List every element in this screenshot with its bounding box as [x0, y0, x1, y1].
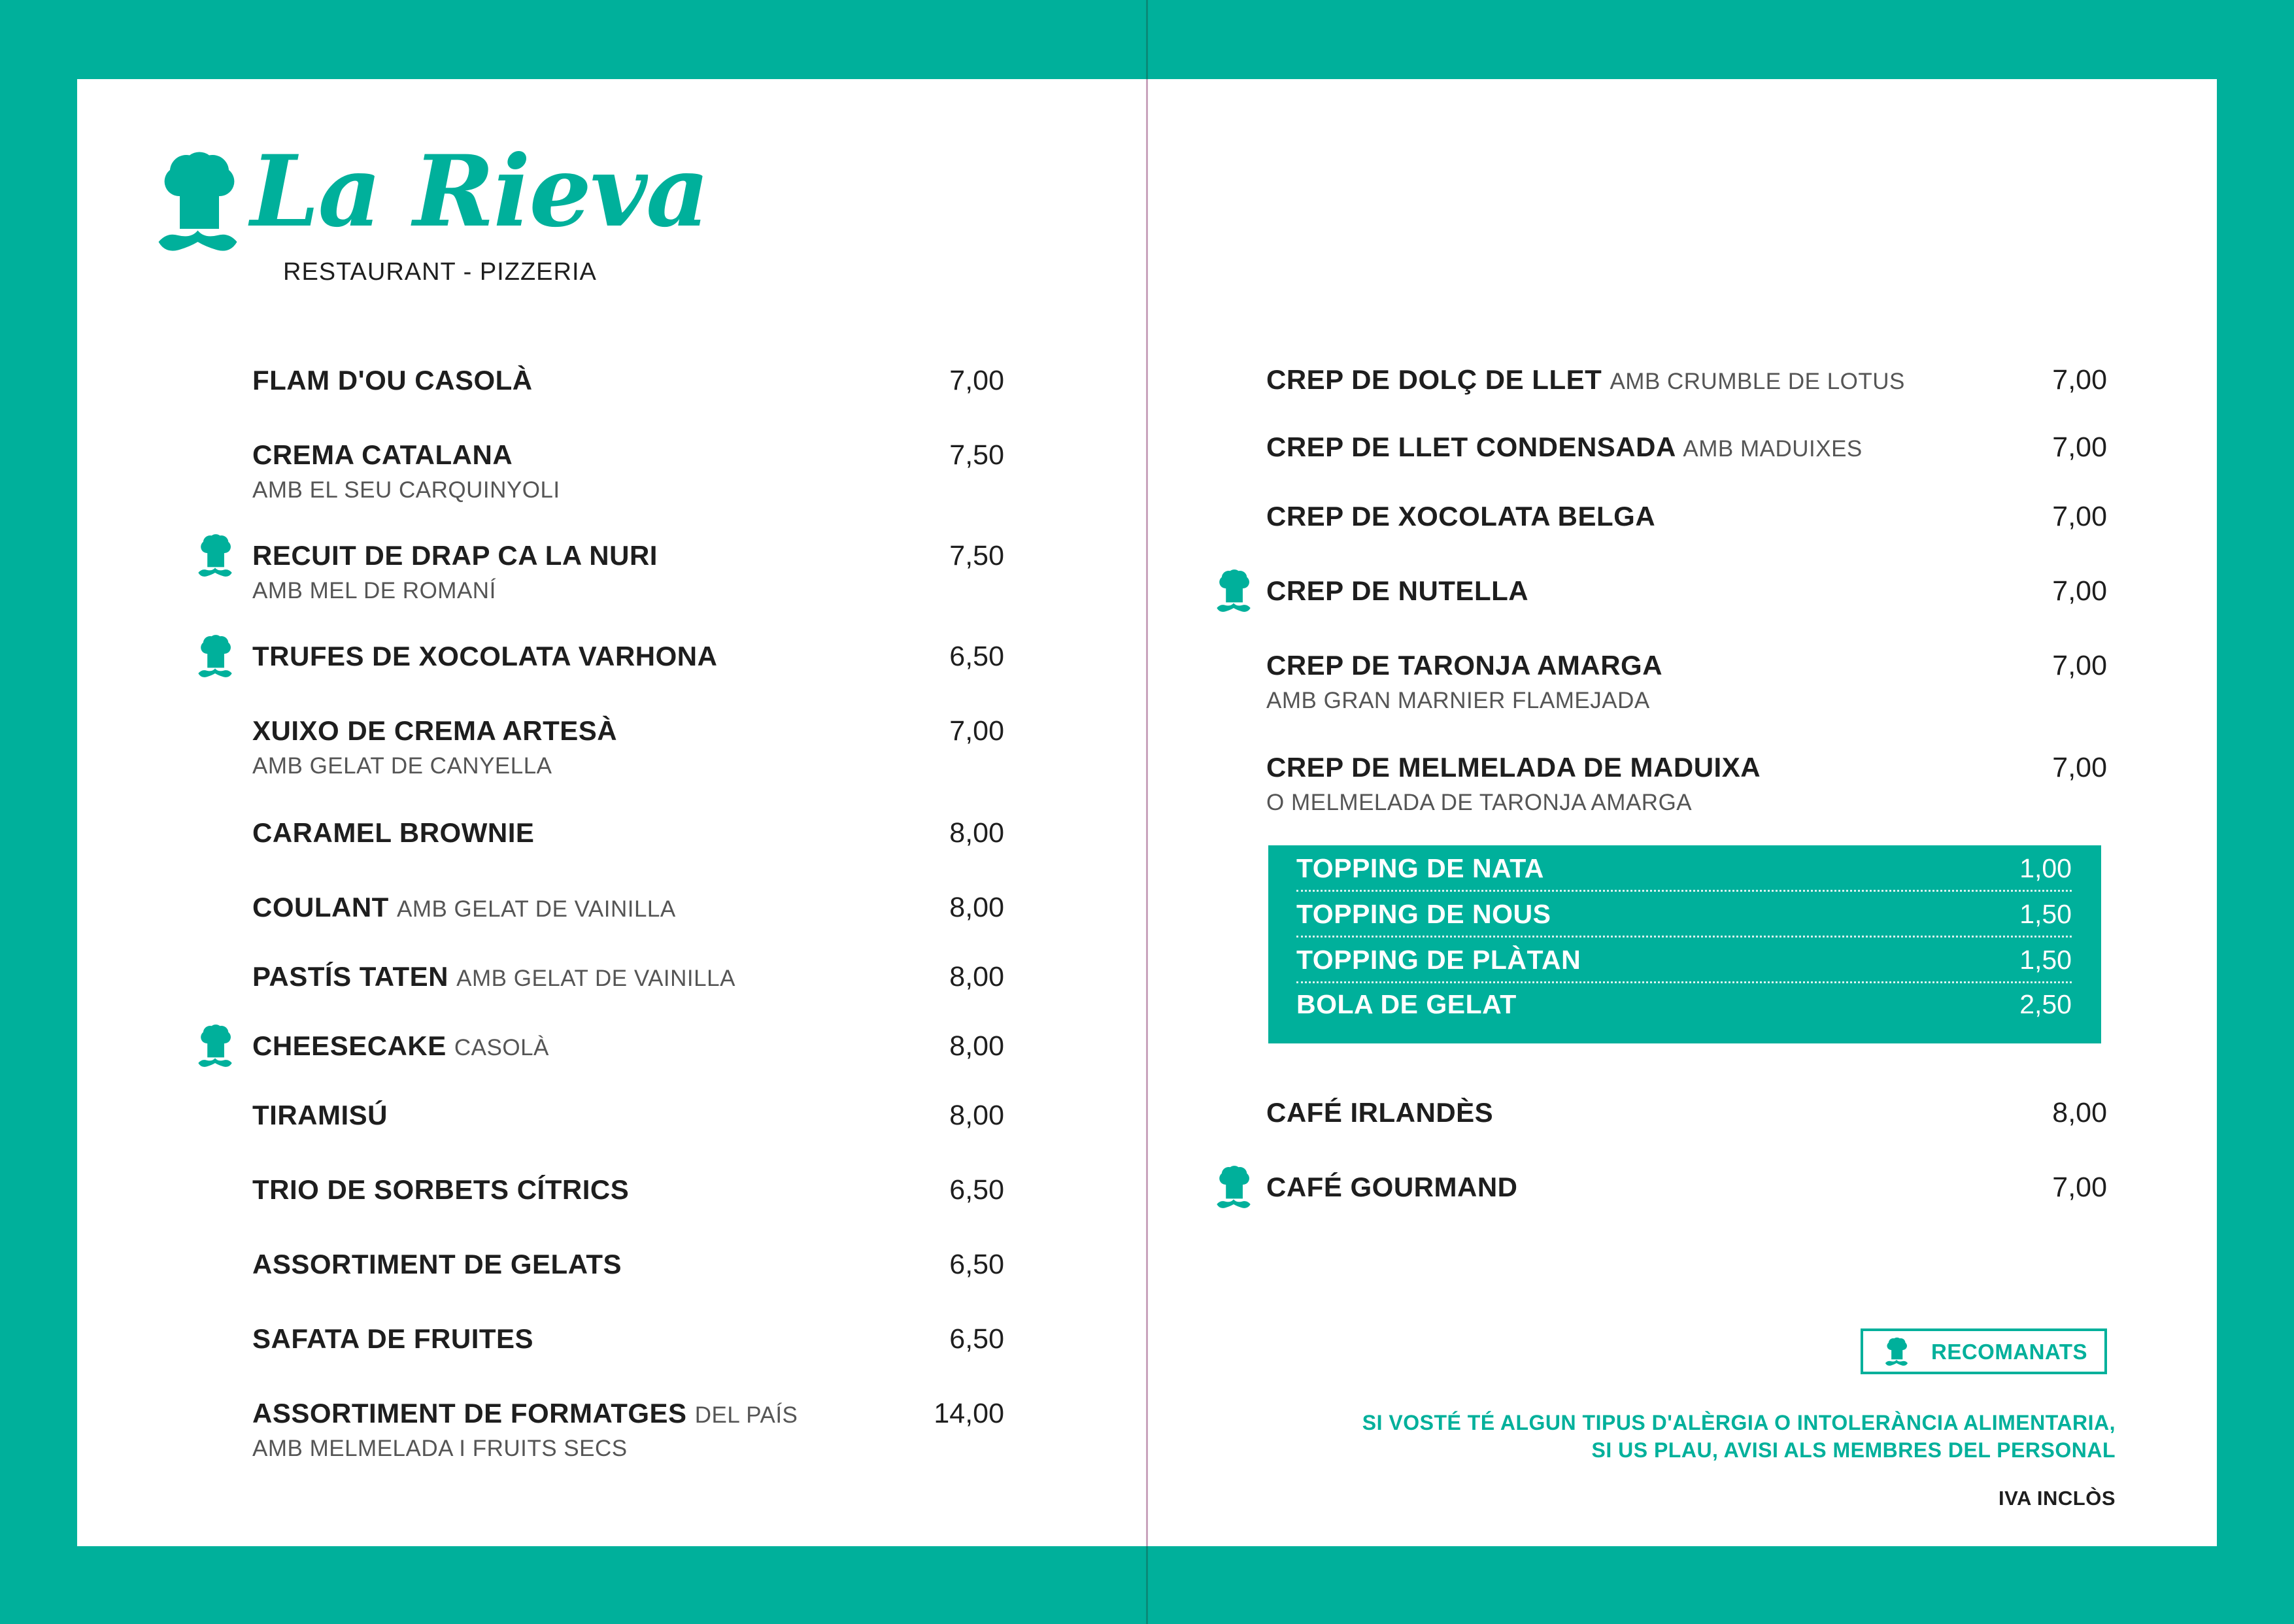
menu-item-title: CREP DE DOLÇ DE LLET	[1266, 364, 1602, 395]
menu-item-note: AMB GELAT DE VAINILLA	[456, 966, 735, 991]
menu-item-title: CARAMEL BROWNIE	[252, 817, 535, 848]
menu-item	[252, 715, 1004, 779]
menu-item-name	[1266, 575, 1528, 607]
menu-item-price: 7,00	[2052, 431, 2107, 463]
menu-item-note: AMB MADUIXES	[1683, 436, 1863, 462]
menu-item-name	[1266, 752, 1761, 783]
menu-item-title: PASTÍS TATEN	[252, 961, 448, 992]
menu-item-description: AMB GELAT DE CANYELLA	[252, 753, 552, 779]
topping-price: 1,00	[2019, 853, 2072, 883]
chef-hat-mustache-icon	[157, 150, 239, 268]
menu-item-price: 7,00	[2052, 364, 2107, 396]
menu-item-name	[252, 715, 617, 747]
menu-item-title: XUIXO DE CREMA ARTESÀ	[252, 715, 618, 746]
menu-item	[252, 1174, 1004, 1206]
menu-item-price: 7,50	[949, 540, 1004, 571]
menu-item-price: 8,00	[949, 892, 1004, 923]
chef-hat-mustache-icon	[197, 634, 233, 686]
topping-price: 1,50	[2019, 945, 2072, 975]
menu-item-title: CREMA CATALANA	[252, 439, 513, 470]
topping-name: TOPPING DE NOUS	[1296, 899, 1551, 929]
menu-item-name	[252, 1100, 388, 1131]
coffee-item-price: 8,00	[2052, 1097, 2107, 1128]
menu-item-name	[252, 365, 533, 396]
coffee-item-name: CAFÉ GOURMAND	[1266, 1172, 1518, 1202]
menu-item-price: 6,50	[949, 1249, 1004, 1280]
chef-hat-mustache-icon	[1216, 1165, 1251, 1217]
menu-item-name	[252, 961, 735, 992]
menu-item-note: DEL PAÍS	[694, 1402, 798, 1428]
menu-item-title: CREP DE MELMELADA DE MADUIXA	[1266, 752, 1761, 783]
menu-item-description: AMB MEL DE ROMANÍ	[252, 578, 496, 603]
menu-item-price: 7,00	[2052, 575, 2107, 607]
menu-item-description: AMB EL SEU CARQUINYOLI	[252, 477, 560, 503]
menu-item	[1266, 431, 2107, 463]
menu-item	[1266, 752, 2107, 816]
menu-item-title: RECUIT DE DRAP CA LA NURI	[252, 540, 658, 571]
menu-item-note: AMB GELAT DE VAINILLA	[396, 896, 676, 922]
menu-item-name	[252, 1323, 533, 1355]
menu-item	[252, 439, 1004, 503]
menu-item-name	[252, 817, 534, 849]
menu-item	[1266, 501, 2107, 532]
menu-item-title: TIRAMISÚ	[252, 1100, 388, 1130]
menu-item	[252, 365, 1004, 396]
menu-item-name	[252, 1174, 629, 1206]
menu-item	[1266, 575, 2107, 607]
menu-item-price: 6,50	[949, 1323, 1004, 1355]
menu-item-name	[252, 1398, 798, 1429]
menu-item-price: 7,00	[949, 715, 1004, 747]
chef-hat-mustache-icon	[197, 1024, 233, 1076]
menu-item	[252, 892, 1004, 923]
menu-item-title: CREP DE TARONJA AMARGA	[1266, 650, 1663, 681]
menu-item	[252, 961, 1004, 992]
menu-item-price: 8,00	[949, 1100, 1004, 1131]
topping-price: 1,50	[2019, 899, 2072, 929]
menu-item-name	[252, 1249, 622, 1280]
menu-item-name	[252, 439, 560, 471]
menu-item-title: ASSORTIMENT DE FORMATGES	[252, 1398, 687, 1429]
recommended-legend	[1861, 1328, 2107, 1374]
menu-item-price: 7,00	[2052, 752, 2107, 783]
topping-name: BOLA DE GELAT	[1296, 989, 1517, 1019]
menu-item-name	[252, 641, 717, 672]
coffee-item	[1266, 1097, 2107, 1128]
coffee-item-name: CAFÉ IRLANDÈS	[1266, 1097, 1494, 1128]
menu-item-name	[1266, 501, 1655, 532]
menu-item-name	[252, 892, 676, 923]
menu-item-name	[252, 540, 658, 571]
menu-item-description: O MELMELADA DE TARONJA AMARGA	[1266, 790, 1693, 815]
menu-item-name	[1266, 650, 1662, 681]
menu-item-note: CASOLÀ	[454, 1035, 549, 1060]
menu-item	[252, 1398, 1004, 1462]
topping-name: TOPPING DE NATA	[1296, 853, 1544, 883]
topping-price: 2,50	[2019, 989, 2072, 1019]
menu-item-price: 14,00	[934, 1398, 1004, 1429]
menu-item-title: CREP DE NUTELLA	[1266, 575, 1529, 606]
menu-item-title: CREP DE XOCOLATA BELGA	[1266, 501, 1656, 532]
menu-item-price: 8,00	[949, 961, 1004, 992]
menu-item-description: AMB MELMELADA I FRUITS SECS	[252, 1436, 628, 1461]
menu-item-description: AMB GRAN MARNIER FLAMEJADA	[1266, 688, 1650, 713]
menu-item-price: 6,50	[949, 641, 1004, 672]
brand-name: La Rieva	[250, 134, 709, 249]
topping-row	[1296, 845, 2072, 892]
menu-item-price: 7,50	[949, 439, 1004, 471]
menu-item-price: 8,00	[949, 817, 1004, 849]
menu-item	[252, 1249, 1004, 1280]
menu-item-title: ASSORTIMENT DE GELATS	[252, 1249, 622, 1279]
menu-item-title: TRIO DE SORBETS CÍTRICS	[252, 1174, 630, 1205]
menu-item	[252, 1323, 1004, 1355]
chef-hat-mustache-icon	[1216, 569, 1251, 621]
menu-item-name	[1266, 431, 1863, 463]
menu-item	[252, 1030, 1004, 1062]
menu-item	[252, 540, 1004, 604]
menu-item-price: 8,00	[949, 1030, 1004, 1062]
tax-note: IVA INCLÒS	[1999, 1487, 2116, 1510]
menu-item-title: FLAM D'OU CASOLÀ	[252, 365, 533, 396]
page-fold-line	[1146, 0, 1148, 1624]
topping-row	[1296, 891, 2072, 938]
menu-item-price: 7,00	[2052, 501, 2107, 532]
allergy-line-2: SI US PLAU, AVISI ALS MEMBRES DEL PERSONAL	[1591, 1438, 2116, 1462]
menu-item	[1266, 650, 2107, 714]
menu-item-title: COULANT	[252, 892, 389, 922]
toppings-box	[1268, 845, 2101, 1043]
legend-label: RECOMANATS	[1931, 1340, 2088, 1364]
chef-hat-mustache-icon	[1885, 1337, 1908, 1373]
menu-item	[252, 1100, 1004, 1131]
topping-row	[1296, 981, 2072, 1026]
menu-item-price: 7,00	[949, 365, 1004, 396]
menu-item	[252, 641, 1004, 672]
menu-item-title: SAFATA DE FRUITES	[252, 1323, 534, 1354]
menu-item-note: AMB CRUMBLE DE LOTUS	[1610, 369, 1905, 394]
menu-item	[1266, 364, 2107, 396]
allergy-notice	[1242, 1409, 2116, 1464]
menu-item-price: 7,00	[2052, 650, 2107, 681]
allergy-line-1: SI VOSTÉ TÉ ALGUN TIPUS D'ALÈRGIA O INTOLERÀNCIA ALIMENTARIA,	[1362, 1411, 2116, 1434]
menu-item-title: CREP DE LLET CONDENSADA	[1266, 431, 1676, 462]
menu-item-title: CHEESECAKE	[252, 1030, 447, 1061]
topping-row	[1296, 937, 2072, 983]
page-fold-shadow-bottom	[1146, 1546, 1148, 1624]
menu-item-title: TRUFES DE XOCOLATA VARHONA	[252, 641, 718, 671]
brand-tagline: RESTAURANT - PIZZERIA	[283, 258, 597, 286]
topping-name: TOPPING DE PLÀTAN	[1296, 945, 1581, 975]
menu-item-price: 6,50	[949, 1174, 1004, 1206]
page-fold-shadow-top	[1146, 0, 1148, 79]
coffee-item-price: 7,00	[2052, 1172, 2107, 1203]
menu-item	[252, 817, 1004, 849]
coffee-item	[1266, 1172, 2107, 1203]
menu-item-name	[252, 1030, 549, 1062]
chef-hat-mustache-icon	[197, 533, 233, 586]
menu-item-name	[1266, 364, 1905, 396]
